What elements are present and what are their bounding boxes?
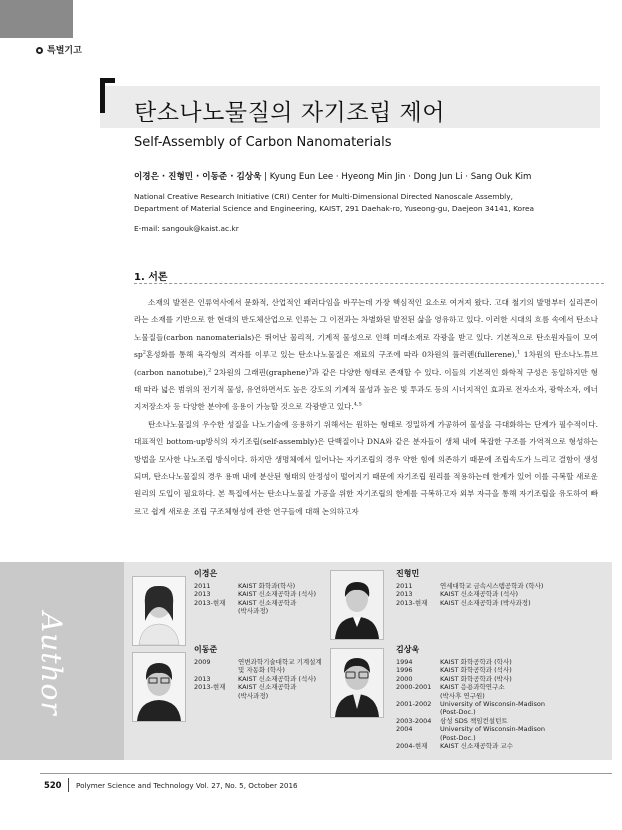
cv-row	[396, 590, 606, 598]
cv-row	[194, 692, 324, 700]
cv-desc: (Post-Doc.)	[440, 733, 476, 742]
portrait-icon	[133, 653, 185, 721]
cv-desc: KAIST 화학공학과 (박사)	[440, 674, 512, 683]
author-panel-label: Author	[35, 612, 68, 716]
cv-desc: (박사과정)	[238, 607, 269, 616]
author-photo-2	[330, 570, 384, 640]
author-line	[134, 170, 531, 182]
cv-year	[194, 607, 238, 615]
author-cv-3	[194, 658, 324, 700]
article-title-korean: 탄소나노물질의 자기조립 제어	[134, 100, 445, 126]
text-run: 소재의 발전은 인류역사에서 문화적, 산업적인 패러다임을 바꾸는데 가장 핵심적인 요소로 여겨져 왔다. 고대 철기의 발명부터 실리콘이라는 소재를 기반으로 한 현대의 반도체산업으로 인류는 그 이전과는 차별화된 발전된 삶을 영유하고 있다. 이러한 시대의 흐름 속에서 탄소나노물질들(carbon nanomaterials)은 뛰어난 물리적, 기계적 물성으로 인해 미래소재로 각광을 받고 있다. 기본적으로 탄소원자들이 모여 sp	[134, 298, 598, 360]
cv-year	[396, 708, 440, 716]
citation-ref: 1	[517, 349, 521, 356]
paragraph-1	[134, 294, 598, 416]
cv-year: 1994	[396, 658, 413, 666]
citation-ref: 3	[308, 367, 312, 374]
cv-row	[194, 590, 322, 598]
cv-desc: KAIST 신소재공학과	[238, 683, 297, 692]
cv-row	[396, 683, 606, 691]
cv-year: 2004-현재	[396, 742, 428, 751]
citation-ref: 2	[208, 367, 212, 374]
cv-year: 2003-2004	[396, 716, 432, 725]
cv-row	[396, 742, 606, 750]
portrait-icon	[331, 649, 383, 717]
cv-row	[396, 666, 606, 674]
cv-desc: University of Wisconsin-Madison	[440, 700, 545, 709]
cv-row	[194, 666, 324, 674]
footer-divider	[40, 773, 612, 774]
cv-desc: KAIST 화학공학과 (석사)	[440, 666, 512, 675]
author-cv-2	[396, 582, 606, 607]
cv-desc: KAIST 응용과학연구소	[440, 683, 505, 692]
author-photo-1	[132, 576, 186, 646]
cv-year: 2000-2001	[396, 683, 432, 692]
cv-desc: KAIST 화학과(학사)	[238, 582, 296, 590]
cv-row	[396, 734, 606, 742]
text-run: 2차원의 그래핀(graphene)	[211, 367, 309, 377]
section-heading: 1. 서론	[134, 272, 168, 283]
affiliation	[134, 191, 604, 215]
author-name-2: 진형민	[396, 569, 420, 578]
cv-year	[194, 692, 238, 700]
cv-year: 2013	[194, 590, 211, 599]
cv-row	[194, 607, 322, 615]
article-title-english: Self-Assembly of Carbon Nanomaterials	[134, 135, 392, 150]
cv-row	[396, 700, 606, 708]
citation-ref: 4,5	[353, 401, 362, 408]
cv-desc: 및 자동화 (학사)	[238, 666, 285, 675]
authors-english: Kyung Eun Lee · Hyeong Min Jin · Dong Jun Li · Sang Ouk Kim	[269, 172, 532, 182]
cv-year: 2011	[194, 582, 211, 590]
cv-desc: KAIST 신소재공학과 교수	[440, 742, 513, 751]
cv-year: 1996	[396, 666, 413, 675]
corner-block	[0, 0, 73, 38]
affiliation-line-1: National Creative Research Initiative (CRI) Center for Multi-Dimensional Directed Nanoscale Assembly,	[134, 192, 513, 201]
cv-desc: KAIST 신소재공학과	[238, 598, 297, 607]
journal-citation: Polymer Science and Technology Vol. 27, No. 5, October 2016	[76, 781, 298, 790]
section-tag	[36, 43, 82, 56]
text-run: 1차원의 탄소나노튜브(carbon nanotube),	[134, 350, 598, 377]
cv-year: 2004	[396, 725, 413, 734]
cv-year: 2013-현재	[194, 683, 226, 692]
circle-icon	[36, 47, 43, 54]
portrait-icon	[331, 571, 383, 639]
cv-year: 2013	[194, 674, 211, 683]
authors-korean: 이경은 · 진형민 · 이동준 · 김상욱	[134, 172, 262, 182]
cv-desc: KAIST 신소재공학과 (석사)	[238, 590, 317, 599]
cv-year: 2001-2002	[396, 700, 432, 709]
author-cv-4	[396, 658, 606, 750]
text-run: 과 같은 다양한 형태로 존재할 수 있다. 이들의 기본적인 화학적 구성은 동일하지만 형태 따라 넓은 범위의 전기적 물성, 유연하면서도 높은 강도의 기계적 물성과 높은 빛 투과도 등의 시너지적인 효과로 전자소자, 광학소자, 에너지저장소자 등 다양한 분야에 응용이 가능할 것으로 각광받고 있다.	[134, 367, 598, 412]
footer-separator	[68, 778, 69, 792]
title-bracket	[100, 78, 115, 113]
superscript: 2	[142, 349, 146, 356]
cv-desc: (Post-Doc.)	[440, 708, 476, 717]
cv-year: 2009	[194, 658, 211, 666]
cv-desc: 삼성 SDS 책임컨설턴트	[440, 716, 508, 725]
section-tag-label: 특별기고	[47, 46, 82, 56]
cv-row	[194, 599, 322, 607]
portrait-icon	[133, 577, 185, 645]
cv-year: 2011	[396, 582, 413, 590]
cv-row	[396, 725, 606, 733]
author-name-4: 김상욱	[396, 645, 420, 654]
body-text	[134, 294, 598, 520]
cv-year: 2013-현재	[396, 598, 428, 607]
cv-desc: University of Wisconsin-Madison	[440, 725, 545, 734]
cv-desc: (박사과정)	[238, 691, 269, 700]
contact-email: E-mail: sangouk@kaist.ac.kr	[134, 224, 239, 233]
cv-row	[396, 692, 606, 700]
author-cv-1	[194, 582, 322, 616]
page-number: 520	[44, 780, 62, 790]
paragraph-2: 탄소나노물질의 우수한 성질을 나노기술에 응용하기 위해서는 원하는 형태로 정밀하게 가공하여 물성을 극대화하는 단계가 필수적이다. 대표적인 bottom-up방식의 자기조립(self-assembly)은 단백질이나 DNA와 같은 분자들이 생체 내에 복잡한 구조를 가역적으로 형성하는 방법을 모사한 나노조립 방식이다. 하지만 생명체에서 일어나는 자기조립의 경우 약한 힘에 의존하기 때문에 조립속도가 느리고 결함이 생성되며, 탄소나노물질의 경우 용매 내에 분산된 형태의 안정성이 떨어지기 때문에 자기조립 원리를 적용하는데 한계가 있어 이를 극복할 새로운 원리의 도입이 필요하다. 본 특집에서는 탄소나노물질 가공을 위한 자기조립의 한계를 극복하고자 외부 자극을 통해 자기조립을 유도하여 빠르고 쉽게 새로운 조립 구조체형성에 관한 연구들에 대해 논의하고자	[134, 419, 598, 516]
cv-row	[396, 708, 606, 716]
cv-desc: (박사후 연구원)	[440, 691, 485, 700]
author-photo-3	[132, 652, 186, 722]
author-separator: |	[264, 172, 270, 182]
cv-row	[396, 675, 606, 683]
cv-year: 2013	[396, 590, 413, 599]
cv-row	[194, 675, 324, 683]
cv-desc: KAIST 신소재공학과 (박사과정)	[440, 598, 531, 607]
affiliation-line-2: Department of Material Science and Engineering, KAIST, 291 Daehak-ro, Yuseong-gu, Daejeon 34141, Korea	[134, 204, 535, 213]
author-name-3: 이동준	[194, 645, 218, 654]
cv-desc: KAIST 신소재공학과 (석사)	[440, 590, 519, 599]
author-name-1: 이경은	[194, 569, 218, 578]
cv-desc: 연세대학교 금속시스템공학과 (학사)	[440, 582, 544, 590]
cv-year	[396, 692, 440, 700]
cv-year: 2000	[396, 674, 413, 683]
cv-desc: 연변과학기술대학교 기계설계	[238, 658, 322, 666]
cv-row	[396, 599, 606, 607]
cv-desc: KAIST 화학공학과 (학사)	[440, 658, 512, 666]
section-divider	[134, 283, 604, 284]
cv-year	[194, 666, 238, 674]
cv-desc: KAIST 신소재공학과 (석사)	[238, 674, 317, 683]
cv-row	[194, 683, 324, 691]
cv-year: 2013-현재	[194, 598, 226, 607]
cv-row	[396, 717, 606, 725]
author-photo-4	[330, 648, 384, 718]
text-run: 혼성화를 통해 육각형의 격자를 이루고 있는 탄소나노물질은 재료의 구조에 따라 0차원의 풀러렌(fullerene),	[145, 350, 518, 360]
cv-year	[396, 734, 440, 742]
